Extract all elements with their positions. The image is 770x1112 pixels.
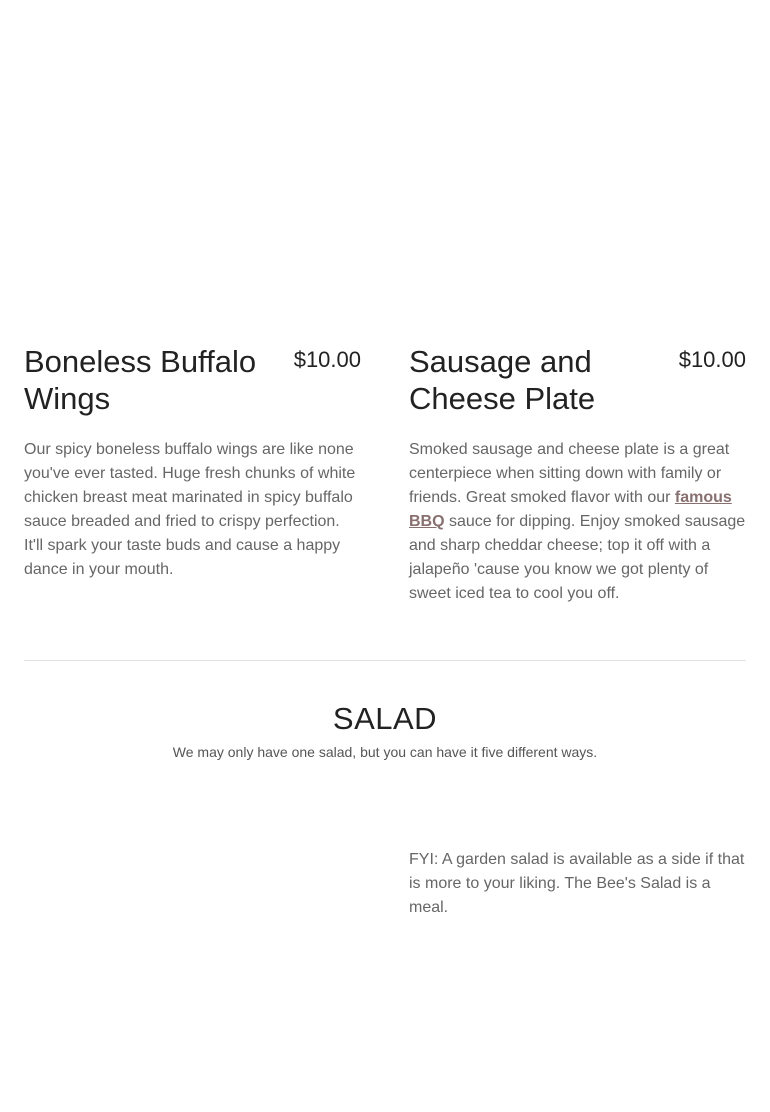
menu-item-header bbox=[409, 343, 746, 417]
menu-item-title: Boneless Buffalo Wings bbox=[24, 344, 257, 416]
section-title: SALAD bbox=[332, 701, 438, 736]
menu-item-price: $10.00 bbox=[293, 347, 361, 372]
menu-item-price: $10.00 bbox=[678, 347, 746, 372]
menu-item-boneless-buffalo-wings bbox=[24, 343, 361, 582]
salad-note: FYI: A garden salad is available as a side if that is more to your liking. The Bee's Salad is a meal. bbox=[409, 851, 745, 916]
description-text-before: Smoked sausage and cheese plate is a great centerpiece when sitting down with family or friends. Great smoked flavor with our bbox=[409, 441, 730, 506]
menu-item-header bbox=[24, 343, 361, 417]
description-text-after: sauce for dipping. Enjoy smoked sausage and sharp cheddar cheese; top it off with a jalapeño 'cause you know we got plenty of sweet iced tea to cool you off. bbox=[409, 513, 746, 602]
salad-section-heading bbox=[0, 700, 770, 761]
menu-item-description: Our spicy boneless buffalo wings are like none you've ever tasted. Huge fresh chunks of white chicken breast meat marinated in spicy buffalo sauce breaded and fried to crispy perfection. It'll spark your taste buds and cause a happy dance in your mouth. bbox=[24, 441, 356, 578]
section-divider bbox=[24, 660, 746, 661]
section-subtitle: We may only have one salad, but you can have it five different ways. bbox=[172, 744, 598, 760]
menu-item-sausage-cheese-plate bbox=[409, 343, 746, 606]
menu-item-description bbox=[409, 438, 746, 606]
famous-bbq-link[interactable]: famous BBQ bbox=[409, 489, 732, 530]
menu-item-title: Sausage and Cheese Plate bbox=[409, 344, 596, 416]
